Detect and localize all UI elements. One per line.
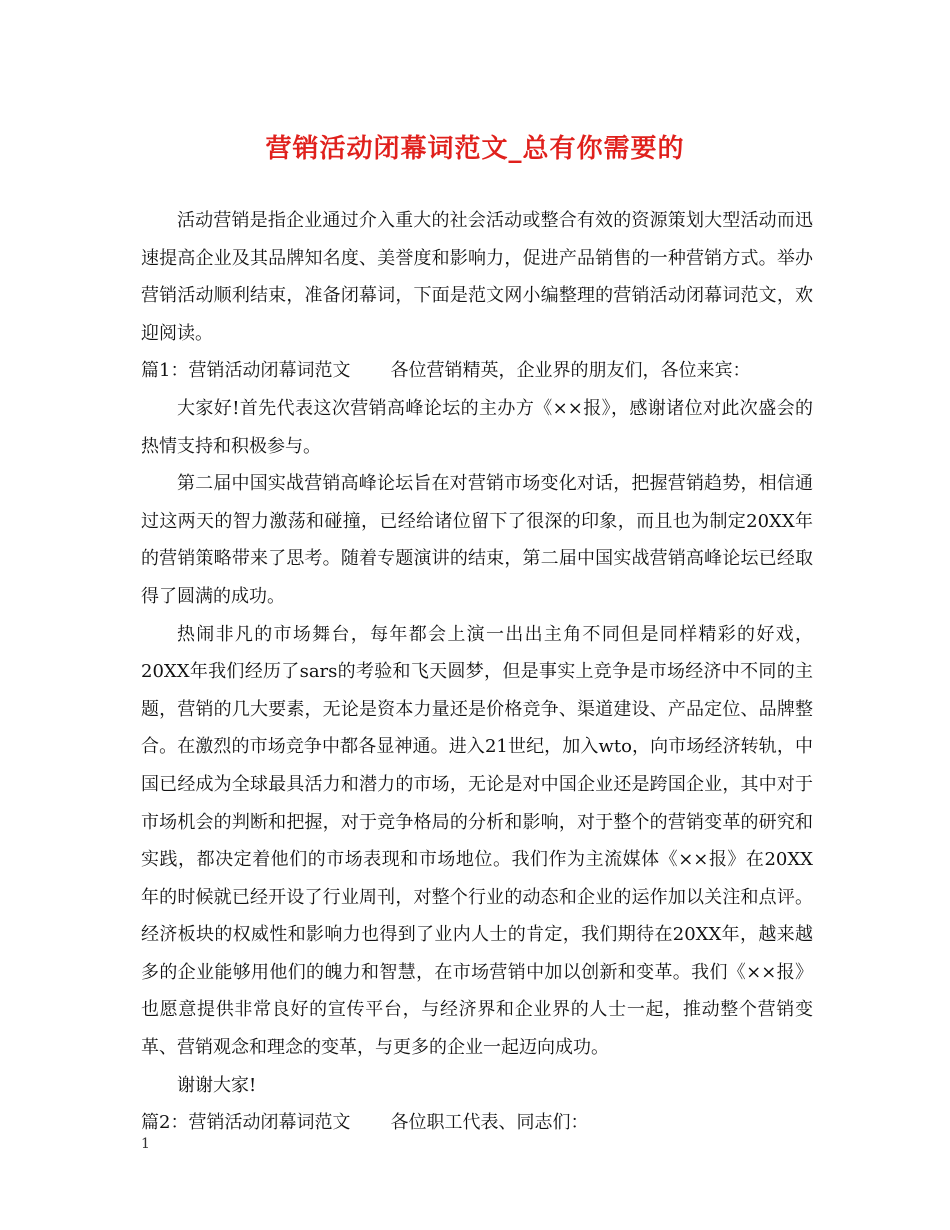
section-2-salutation: 各位职工代表、同志们： bbox=[390, 1112, 589, 1134]
section-1-paragraph: 大家好!首先代表这次营销高峰论坛的主办方《××报》，感谢诸位对此次盛会的热情支持和积极参与。 bbox=[141, 397, 813, 457]
section-1-header bbox=[141, 352, 813, 390]
page-number: 1 bbox=[141, 1136, 150, 1152]
section-1-closing: 谢谢大家! bbox=[177, 1074, 257, 1096]
intro-paragraph: 活动营销是指企业通过介入重大的社会活动或整合有效的资源策划大型活动而迅速提高企业及其品牌知名度、美誉度和影响力，促进产品销售的一种营销方式。举办营销活动顺利结束，准备闭幕词，下面是范文网小编整理的营销活动闭幕词范文，欢迎阅读。 bbox=[141, 210, 813, 344]
document-title: 营销活动闭幕词范文_总有你需要的 bbox=[265, 134, 685, 164]
section-1-salutation: 各位营销精英，企业界的朋友们，各位来宾： bbox=[390, 360, 751, 382]
section-2-header bbox=[141, 1104, 813, 1142]
section-1-heading: 篇1：营销活动闭幕词范文 bbox=[141, 360, 351, 382]
document-body bbox=[141, 202, 813, 1142]
section-1-paragraph: 第二届中国实战营销高峰论坛旨在对营销市场变化对话，把握营销趋势，相信通过这两天的智力激荡和碰撞，已经给诸位留下了很深的印象，而且也为制定20XX年的营销策略带来了思考。随着专题演讲的结束，第二届中国实战营销高峰论坛已经取得了圆满的成功。 bbox=[141, 473, 813, 607]
section-2-heading: 篇2：营销活动闭幕词范文 bbox=[141, 1112, 351, 1134]
section-1-paragraph: 热闹非凡的市场舞台，每年都会上演一出出主角不同但是同样精彩的好戏，20XX年我们经历了sars的考验和飞天圆梦，但是事实上竞争是市场经济中不同的主题，营销的几大要素，无论是资本力量还是价格竞争、渠道建设、产品定位、品牌整合。在激烈的市场竞争中都各显神通。进入21世纪，加入wto，向市场经济转轨，中国已经成为全球最具活力和潜力的市场，无论是对中国企业还是跨国企业，其中对于市场机会的判断和把握，对于竞争格局的分析和影响，对于整个的营销变革的研究和实践，都决定着他们的市场表现和市场地位。我们作为主流媒体《××报》在20XX年的时候就已经开设了行业周刊，对整个行业的动态和企业的运作加以关注和点评。经济板块的权威性和影响力也得到了业内人士的肯定，我们期待在20XX年，越来越多的企业能够用他们的魄力和智慧，在市场营销中加以创新和变革。我们《××报》也愿意提供非常良好的宣传平台，与经济界和企业界的人士一起，推动整个营销变革、营销观念和理念的变革，与更多的企业一起迈向成功。 bbox=[141, 623, 813, 1059]
